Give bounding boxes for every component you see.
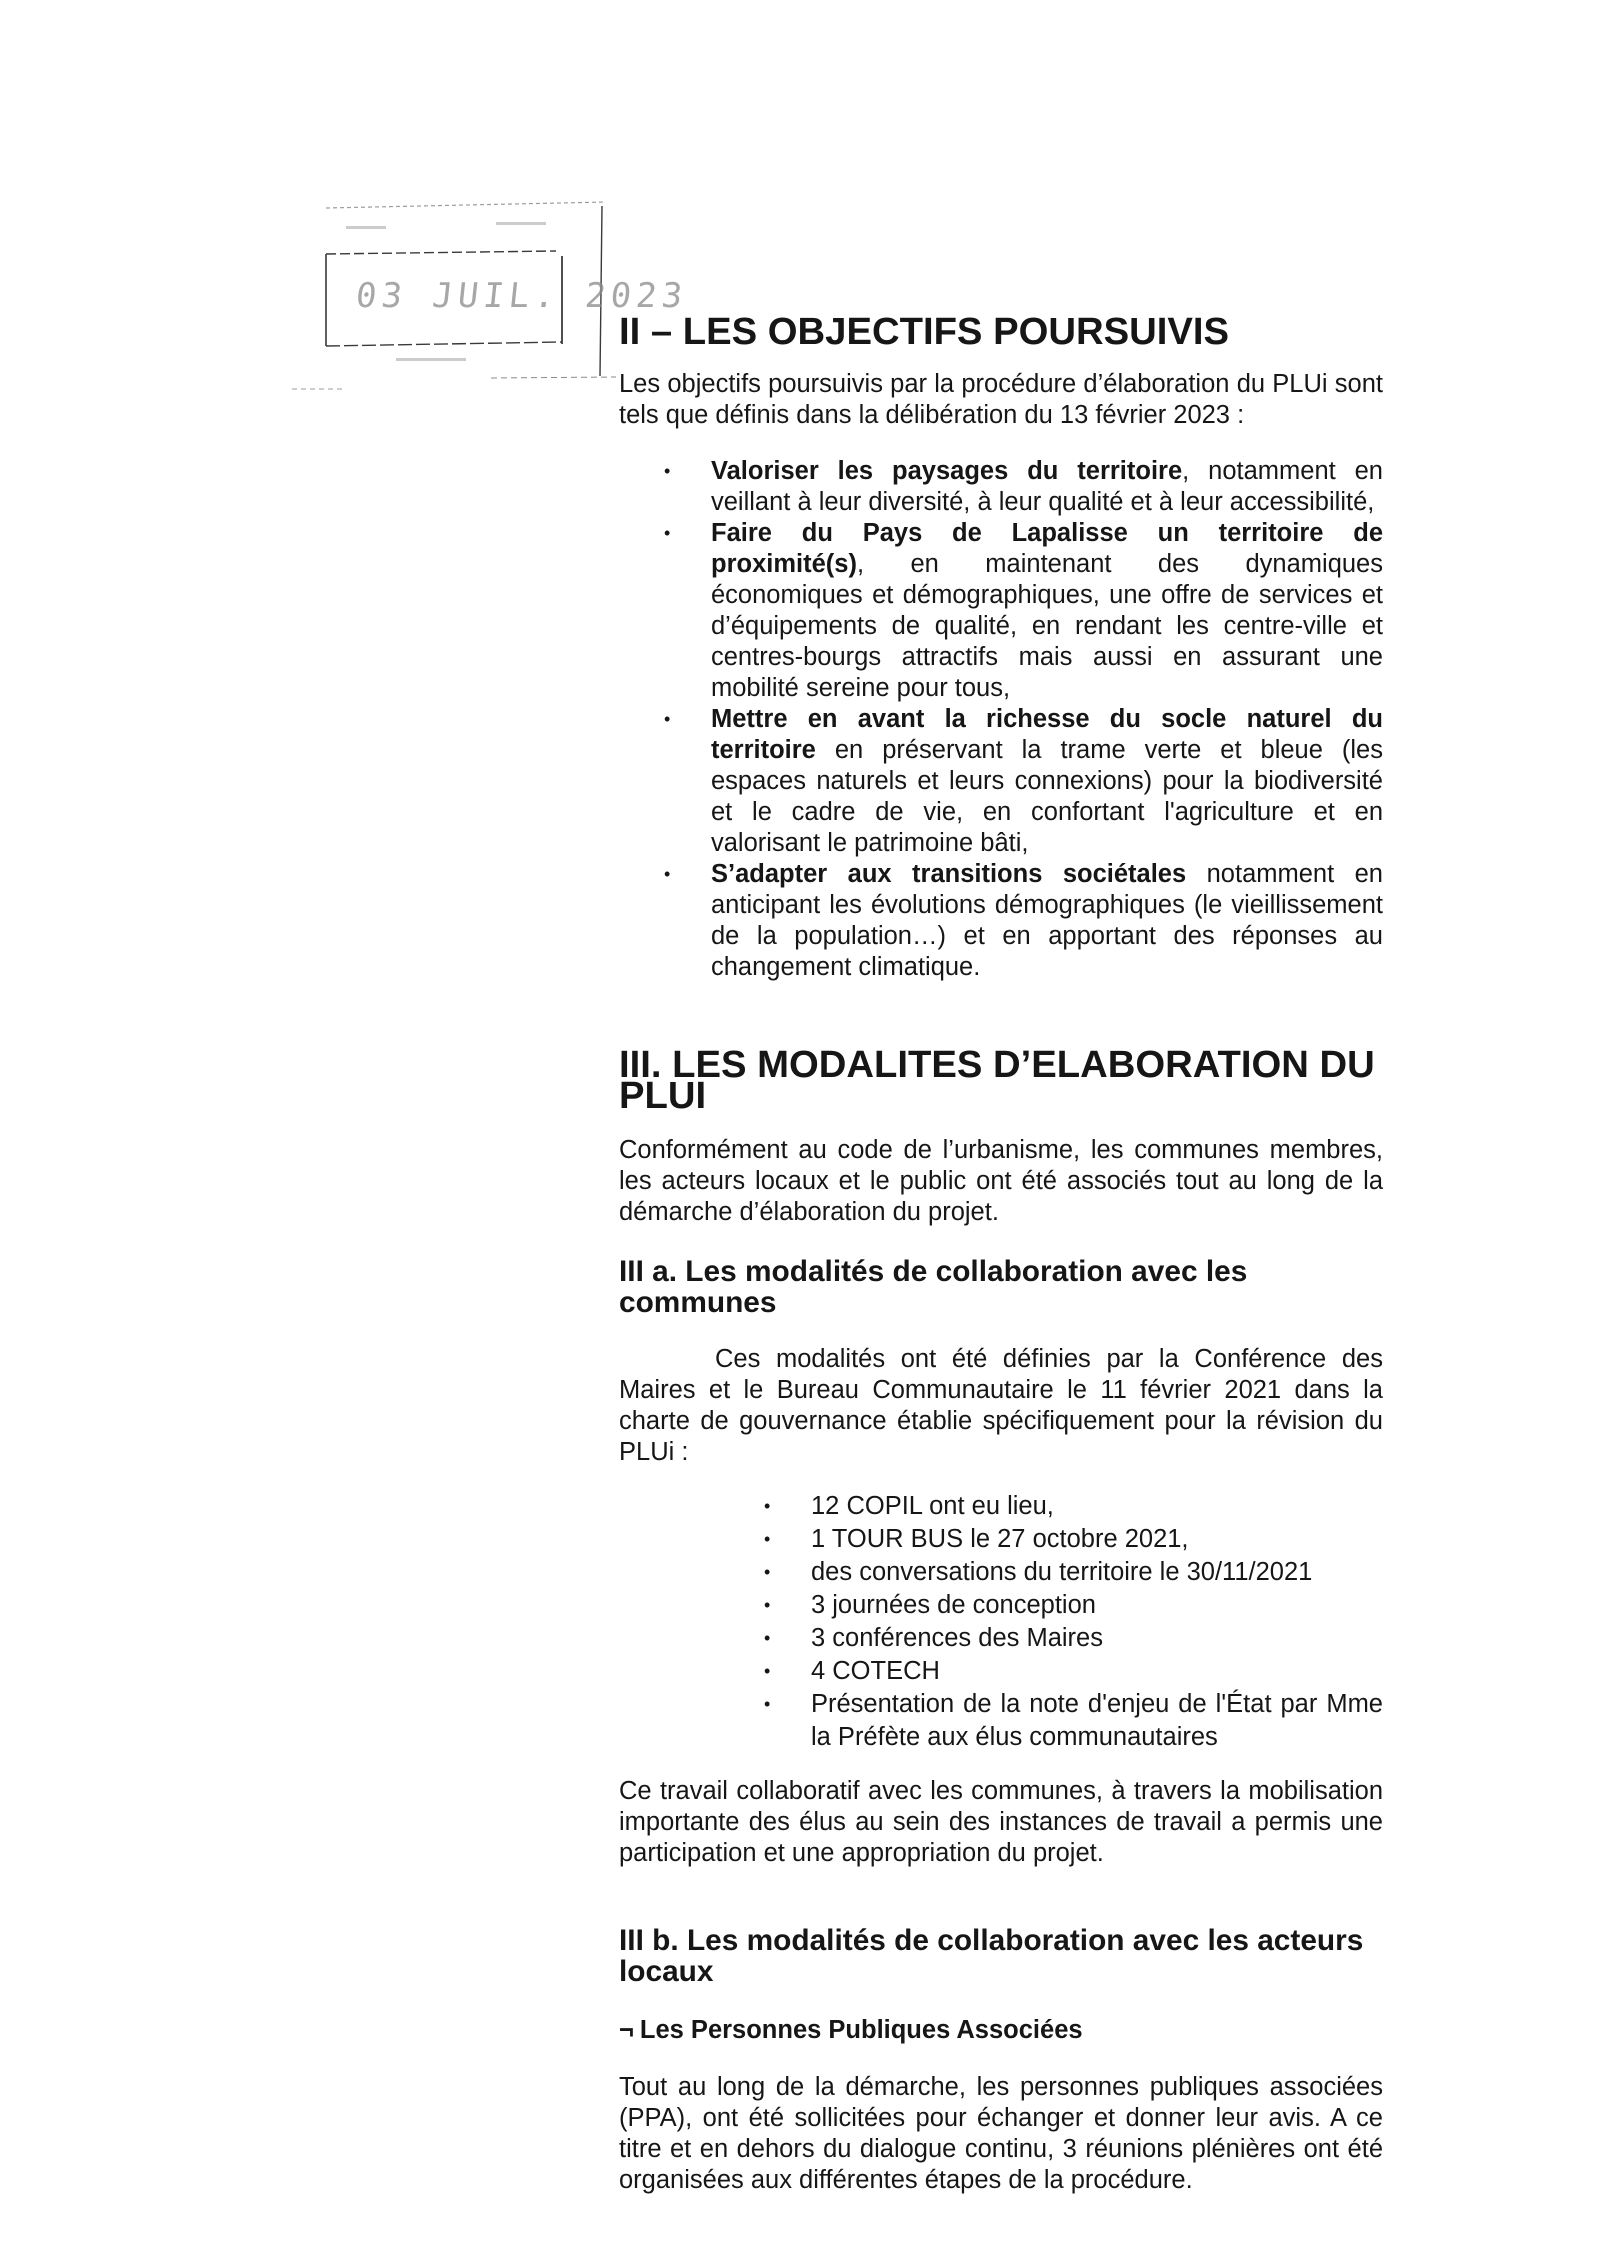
section-2-intro: Les objectifs poursuivis par la procédure d’élaboration du PLUi sont tels que définis dans la délibération du 13 février 2023 : bbox=[619, 370, 1383, 429]
section-3a-conclusion: Ce travail collaboratif avec les communes, à travers la mobilisation importante des élus au sein des instances de travail a permis une participation et une appropriation du projet. bbox=[619, 1777, 1383, 1867]
collaboration-item: • 12 COPIL ont eu lieu, bbox=[811, 1490, 1383, 1523]
objective-item: • Mettre en avant la richesse du socle naturel du territoire en préservant la trame verte et bleue (les espaces naturels et leurs connexions) pour la biodiversité et le cadre de vie, en confortant l'agriculture et en valorisant le patrimoine bâti, bbox=[711, 704, 1383, 859]
section-3b-title: III b. Les modalités de collaboration avec les acteurs locaux bbox=[619, 1924, 1364, 1988]
collaboration-list bbox=[619, 1490, 1383, 1754]
section-3-intro: Conformément au code de l’urbanisme, les communes membres, les acteurs locaux et le public ont été associés tout au long de la démarche d’élaboration du projet. bbox=[619, 1136, 1383, 1226]
ppa-heading bbox=[619, 2015, 1383, 2046]
collaboration-item: • 3 conférences des Maires bbox=[811, 1622, 1383, 1655]
collaboration-item: • 3 journées de conception bbox=[811, 1589, 1383, 1622]
collaboration-item: • 4 COTECH bbox=[811, 1655, 1383, 1688]
section-2-title: II – LES OBJECTIFS POURSUIVIS bbox=[619, 310, 1230, 353]
collaboration-item: • des conversations du territoire le 30/11/2021 bbox=[811, 1556, 1383, 1589]
ppa-title: Les Personnes Publiques Associées bbox=[639, 2016, 1083, 2044]
received-stamp bbox=[286, 196, 690, 406]
collaboration-item: • 1 TOUR BUS le 27 octobre 2021, bbox=[811, 1523, 1383, 1556]
ppa-marker: ¬ bbox=[619, 2016, 634, 2044]
stamp-date: 03 JUIL. 2023 bbox=[353, 276, 690, 316]
collaboration-item: • Présentation de la note d'enjeu de l'État par Mme la Préfète aux élus communautaires bbox=[811, 1688, 1383, 1754]
objectives-list bbox=[619, 456, 1383, 983]
objective-item: • Faire du Pays de Lapalisse un territoire de proximité(s), en maintenant des dynamiques économiques et démographiques, une offre de services et d’équipements de qualité, en rendant les centre-ville et centres-bourgs attractifs mais aussi en assurant une mobilité sereine pour tous, bbox=[711, 518, 1383, 704]
objective-item: • Valoriser les paysages du territoire, notamment en veillant à leur diversité, à leur qualité et à leur accessibilité, bbox=[711, 456, 1383, 518]
section-3-title: III. LES MODALITES D’ELABORATION DU PLUI bbox=[619, 1043, 1375, 1117]
section-3a-intro: Ces modalités ont été définies par la Conférence des Maires et le Bureau Communautaire le 11 février 2021 dans la charte de gouvernance établie spécifiquement pour la révision du PLUi : bbox=[619, 1345, 1383, 1466]
ppa-text: Tout au long de la démarche, les personnes publiques associées (PPA), ont été sollicitées pour échanger et donner leur avis. A ce titre et en dehors du dialogue continu, 3 réunions plénières ont été organisées aux différentes étapes de la procédure. bbox=[619, 2073, 1383, 2194]
document-body bbox=[619, 310, 1383, 2196]
objective-item: • S’adapter aux transitions sociétales notamment en anticipant les évolutions démographiques (le vieillissement de la population…) et en apportant des réponses au changement climatique. bbox=[711, 859, 1383, 983]
section-3a-title: III a. Les modalités de collaboration avec les communes bbox=[619, 1255, 1248, 1319]
